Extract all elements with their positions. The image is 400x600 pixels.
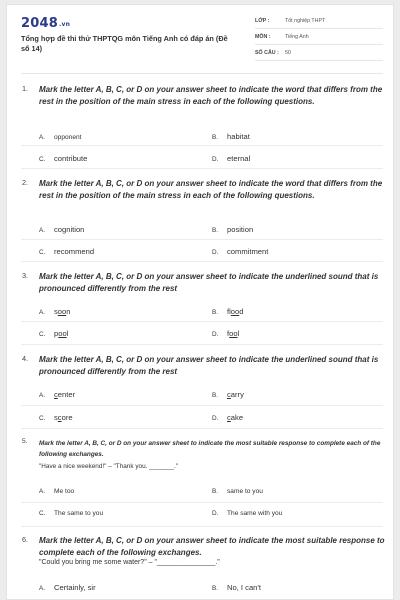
word-suffix: enter (57, 390, 76, 399)
option-b[interactable] (212, 225, 253, 234)
question-stem: Mark the letter A, B, C, or D on your answer sheet to indicate the most suitable response to complete each of the following exchanges. (39, 536, 385, 557)
question-number: 4. (22, 354, 29, 363)
logo-text: 2048 (21, 16, 58, 31)
question-stem: Mark the letter A, B, C, or D on your answer sheet to indicate the word that differs from the rest in the position of the main stress in each of the following questions. (39, 85, 383, 106)
option-text: No, I can't (227, 583, 261, 592)
question-number: 2. (22, 178, 29, 187)
option-a[interactable] (39, 488, 74, 495)
option-letter: A. (39, 227, 46, 234)
option-text: commitment (227, 247, 269, 256)
question-number: 3. (22, 271, 29, 280)
option-letter: D. (212, 510, 219, 517)
meta-class-value: Tốt nghiệp THPT (285, 18, 326, 24)
option-b[interactable] (212, 132, 250, 141)
question-divider (21, 344, 383, 345)
option-text: Certainly, sir (54, 583, 96, 592)
word-prefix: fl (227, 307, 231, 316)
option-letter: D. (212, 156, 219, 163)
meta-count-row (255, 47, 383, 61)
option-letter: D. (212, 331, 219, 338)
underlined-sound: oo (57, 307, 67, 316)
option-letter: B. (212, 134, 219, 141)
underlined-sound: oo (229, 329, 238, 338)
option-letter: C. (39, 249, 46, 256)
option-text: opponent (54, 134, 82, 141)
meta-subject-row (255, 31, 383, 45)
word-prefix: s (54, 307, 58, 316)
logo-suffix: .vn (58, 21, 71, 28)
option-letter: B. (212, 309, 219, 316)
question-divider (21, 168, 383, 169)
dialogue-prompt: "Could you bring me some water?" – "_______________." (39, 559, 220, 566)
option-c[interactable] (39, 510, 103, 517)
option-letter: A. (39, 134, 46, 141)
option-letter: D. (212, 415, 219, 422)
document-header (7, 5, 394, 69)
question-stem: Mark the letter A, B, C, or D on your answer sheet to indicate the most suitable response to complete each of the following exchanges. (39, 440, 381, 458)
option-b[interactable] (212, 583, 261, 592)
meta-subject-value: Tiếng Anh (285, 34, 309, 40)
option-text: The same with you (227, 510, 283, 517)
question-stem: Mark the letter A, B, C, or D on your answer sheet to indicate the word that differs from the rest in the position of the main stress in each of the following questions. (39, 179, 383, 200)
question-number: 1. (22, 84, 29, 93)
question-divider (21, 428, 383, 429)
option-letter: B. (212, 585, 219, 592)
document-title: Tổng hợp đề thi thử THPTQG môn Tiếng Anh có đáp án (Đề số 14) (21, 34, 228, 53)
meta-class-label: LỚP : (255, 18, 270, 24)
option-a[interactable] (39, 307, 70, 316)
option-b[interactable] (212, 307, 243, 316)
question-divider (21, 526, 383, 527)
option-c[interactable] (39, 329, 68, 338)
header-divider (21, 73, 383, 74)
option-letter: B. (212, 392, 219, 399)
option-letter: A. (39, 309, 46, 316)
underlined-sound: c (57, 413, 62, 422)
underlined-sound: c (227, 413, 231, 422)
option-a[interactable] (39, 390, 75, 399)
option-divider (21, 239, 383, 240)
word-suffix: d (239, 307, 244, 316)
underlined-sound: oo (58, 329, 67, 338)
option-d[interactable] (212, 510, 282, 517)
option-text: contribute (54, 154, 88, 163)
dialogue-prompt: "Have a nice weekend!" – "Thank you. _______." (39, 463, 179, 470)
option-c[interactable] (39, 154, 87, 163)
option-c[interactable] (39, 413, 73, 422)
option-b[interactable] (212, 390, 244, 399)
option-letter: C. (39, 415, 46, 422)
word-prefix: s (54, 413, 58, 422)
option-letter: B. (212, 488, 219, 495)
option-divider (21, 405, 383, 406)
meta-subject-label: MÔN : (255, 34, 271, 40)
question-divider (21, 261, 383, 262)
word-prefix: p (54, 329, 59, 338)
option-c[interactable] (39, 247, 94, 256)
option-text: habitat (227, 132, 250, 141)
document-page (6, 4, 394, 600)
question-number: 6. (22, 535, 29, 544)
option-d[interactable] (212, 154, 250, 163)
option-text: same to you (227, 488, 263, 495)
option-divider (21, 321, 383, 322)
underlined-sound: c (227, 390, 231, 399)
option-text: position (227, 225, 254, 234)
option-divider (21, 502, 383, 503)
word-prefix: f (227, 329, 230, 338)
underlined-sound: c (54, 390, 58, 399)
option-text: Me too (54, 488, 75, 495)
question-number: 5. (22, 438, 28, 445)
word-suffix: l (66, 329, 69, 338)
option-letter: B. (212, 227, 219, 234)
option-a[interactable] (39, 225, 84, 234)
option-letter: A. (39, 585, 46, 592)
option-letter: C. (39, 510, 46, 517)
option-d[interactable] (212, 413, 243, 422)
meta-count-label: SỐ CÂU : (255, 50, 279, 56)
option-text: eternal (227, 154, 251, 163)
option-a[interactable] (39, 583, 96, 592)
word-suffix: ake (230, 413, 244, 422)
option-letter: C. (39, 156, 46, 163)
word-suffix: n (66, 307, 71, 316)
meta-count-value: 50 (285, 50, 291, 56)
option-text: The same to you (54, 510, 104, 517)
option-d[interactable] (212, 247, 268, 256)
question-stem: Mark the letter A, B, C, or D on your answer sheet to indicate the underlined sound that is pronounced differently from the rest (39, 355, 379, 376)
option-divider (21, 145, 383, 146)
word-suffix: ore (61, 413, 73, 422)
option-text: recommend (54, 247, 95, 256)
option-d[interactable] (212, 329, 239, 338)
word-suffix: l (237, 329, 240, 338)
option-letter: C. (39, 331, 46, 338)
option-text: cognition (54, 225, 85, 234)
option-letter: D. (212, 249, 219, 256)
word-suffix: arry (230, 390, 244, 399)
underlined-sound: oo (230, 307, 240, 316)
option-letter: A. (39, 488, 46, 495)
option-b[interactable] (212, 488, 263, 495)
question-stem: Mark the letter A, B, C, or D on your answer sheet to indicate the underlined sound that is pronounced differently from the rest (39, 272, 379, 293)
option-a[interactable] (39, 132, 82, 141)
site-logo[interactable] (21, 16, 70, 31)
meta-class-row (255, 15, 383, 29)
option-letter: A. (39, 392, 46, 399)
